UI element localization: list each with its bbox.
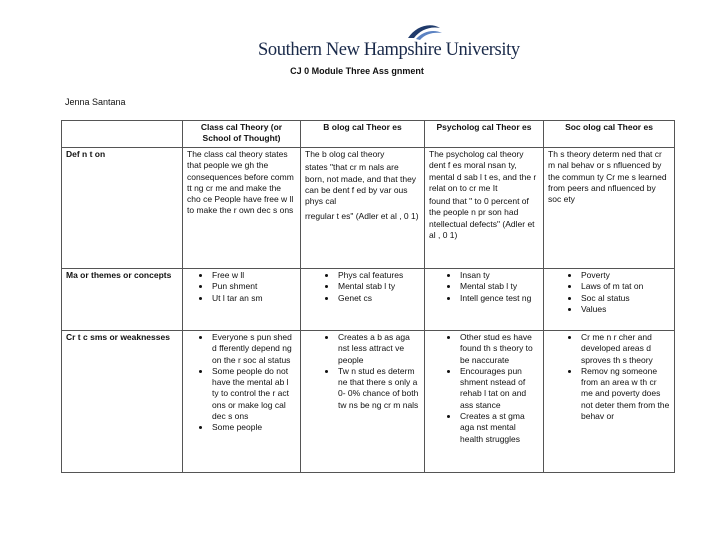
table-header-row xyxy=(62,121,675,148)
list-item: • Mental stab l ty xyxy=(337,281,420,292)
author-name: Jenna Santana xyxy=(65,97,126,107)
list-item: • Values xyxy=(580,304,670,315)
list-item: • Remov ng someone from an area w th cr me and poverty does not deter them from the behav or xyxy=(580,366,670,422)
definition-citation: rregular t es" (Adler et al , 0 1) xyxy=(305,211,419,222)
bullet-list xyxy=(187,332,296,434)
definition-text: Th s theory determ ned that cr m nal behav or s nfluenced by the commun ty Cr me s learned from peers and nfluenced by soc ety xyxy=(548,149,667,205)
list-item: • Intell gence test ng xyxy=(459,293,539,304)
bullet-list xyxy=(305,332,420,411)
definition-sociological xyxy=(544,148,675,269)
table-row-criticisms xyxy=(62,331,675,473)
list-item: • Tw n stud es determ ne that there s only a 0- 0% chance of both tw ns be ng cr m nals xyxy=(337,366,420,411)
definition-text: The class cal theory states that people we gh the consequences before comm tt ng cr me and make the cho ce People have free w ll to make the r own dec s ons xyxy=(187,149,294,216)
criticisms-psychological xyxy=(425,331,544,473)
list-item: • Cr me n r cher and developed areas d sproves th s theory xyxy=(580,332,670,366)
list-item: • Some people xyxy=(211,422,296,433)
list-item: • Pun shment xyxy=(211,281,296,292)
definition-psychological xyxy=(425,148,544,269)
definition-text: found that " to 0 percent of the people n pr son had ntellectual defects" (Adler et al , 0 1) xyxy=(429,196,535,241)
list-item: • Some people do not have the mental ab l ty to control the r act ons or make log cal dec s ons xyxy=(211,366,296,422)
table-row-definition xyxy=(62,148,675,269)
criticisms-sociological xyxy=(544,331,675,473)
list-item: • Mental stab l ty xyxy=(459,281,539,292)
themes-biological xyxy=(301,269,425,331)
list-item: • Free w ll xyxy=(211,270,296,281)
bullet-list xyxy=(429,270,539,304)
definition-text: states "that cr m nals are born, not made, and that they can be dent f ed by var ous phys cal xyxy=(305,162,417,207)
list-item: • Poverty xyxy=(580,270,670,281)
list-item: • Everyone s pun shed d fferently depend ng on the r soc al status xyxy=(211,332,296,366)
definition-classical xyxy=(183,148,301,269)
definition-text: The b olog cal theory xyxy=(305,149,385,159)
themes-classical xyxy=(183,269,301,331)
bullet-list xyxy=(429,332,539,445)
document-title: CJ 0 Module Three Ass gnment xyxy=(290,66,424,76)
list-item: • Other stud es have found th s theory to be naccurate xyxy=(459,332,539,366)
logo-wordmark: Southern New Hampshire University xyxy=(258,40,520,60)
table-row-themes xyxy=(62,269,675,331)
bullet-list xyxy=(548,332,670,422)
header-cell-sociological: Soc olog cal Theor es xyxy=(544,121,675,148)
theories-table xyxy=(61,120,675,473)
bullet-list xyxy=(187,270,296,304)
definition-text: The psycholog cal theory dent f es moral nsan ty, mental d sab l t es, and the r relat on to cr me It xyxy=(429,149,537,193)
criticisms-classical xyxy=(183,331,301,473)
criticisms-biological xyxy=(301,331,425,473)
list-item: • Insan ty xyxy=(459,270,539,281)
list-item: • Ut l tar an sm xyxy=(211,293,296,304)
header-cell-biological: B olog cal Theor es xyxy=(301,121,425,148)
row-heading-themes: Ma or themes or concepts xyxy=(62,269,183,331)
bullet-list xyxy=(548,270,670,315)
bullet-list xyxy=(305,270,420,304)
header-cell-empty xyxy=(62,121,183,148)
list-item: • Genet cs xyxy=(337,293,420,304)
list-item: • Creates a st gma aga nst mental health struggles xyxy=(459,411,539,445)
row-heading-criticisms: Cr t c sms or weaknesses xyxy=(62,331,183,473)
definition-biological xyxy=(301,148,425,269)
themes-psychological xyxy=(425,269,544,331)
themes-sociological xyxy=(544,269,675,331)
list-item: • Soc al status xyxy=(580,293,670,304)
list-item: • Laws of m tat on xyxy=(580,281,670,292)
header-cell-psychological: Psycholog cal Theor es xyxy=(425,121,544,148)
list-item: • Phys cal features xyxy=(337,270,420,281)
header-cell-classical: Class cal Theory (or School of Thought) xyxy=(183,121,301,148)
list-item: • Creates a b as aga nst less attract ve people xyxy=(337,332,420,366)
university-logo xyxy=(258,22,520,66)
row-heading-definition: Def n t on xyxy=(62,148,183,269)
list-item: • Encourages pun shment nstead of rehab l tat on and ass stance xyxy=(459,366,539,411)
